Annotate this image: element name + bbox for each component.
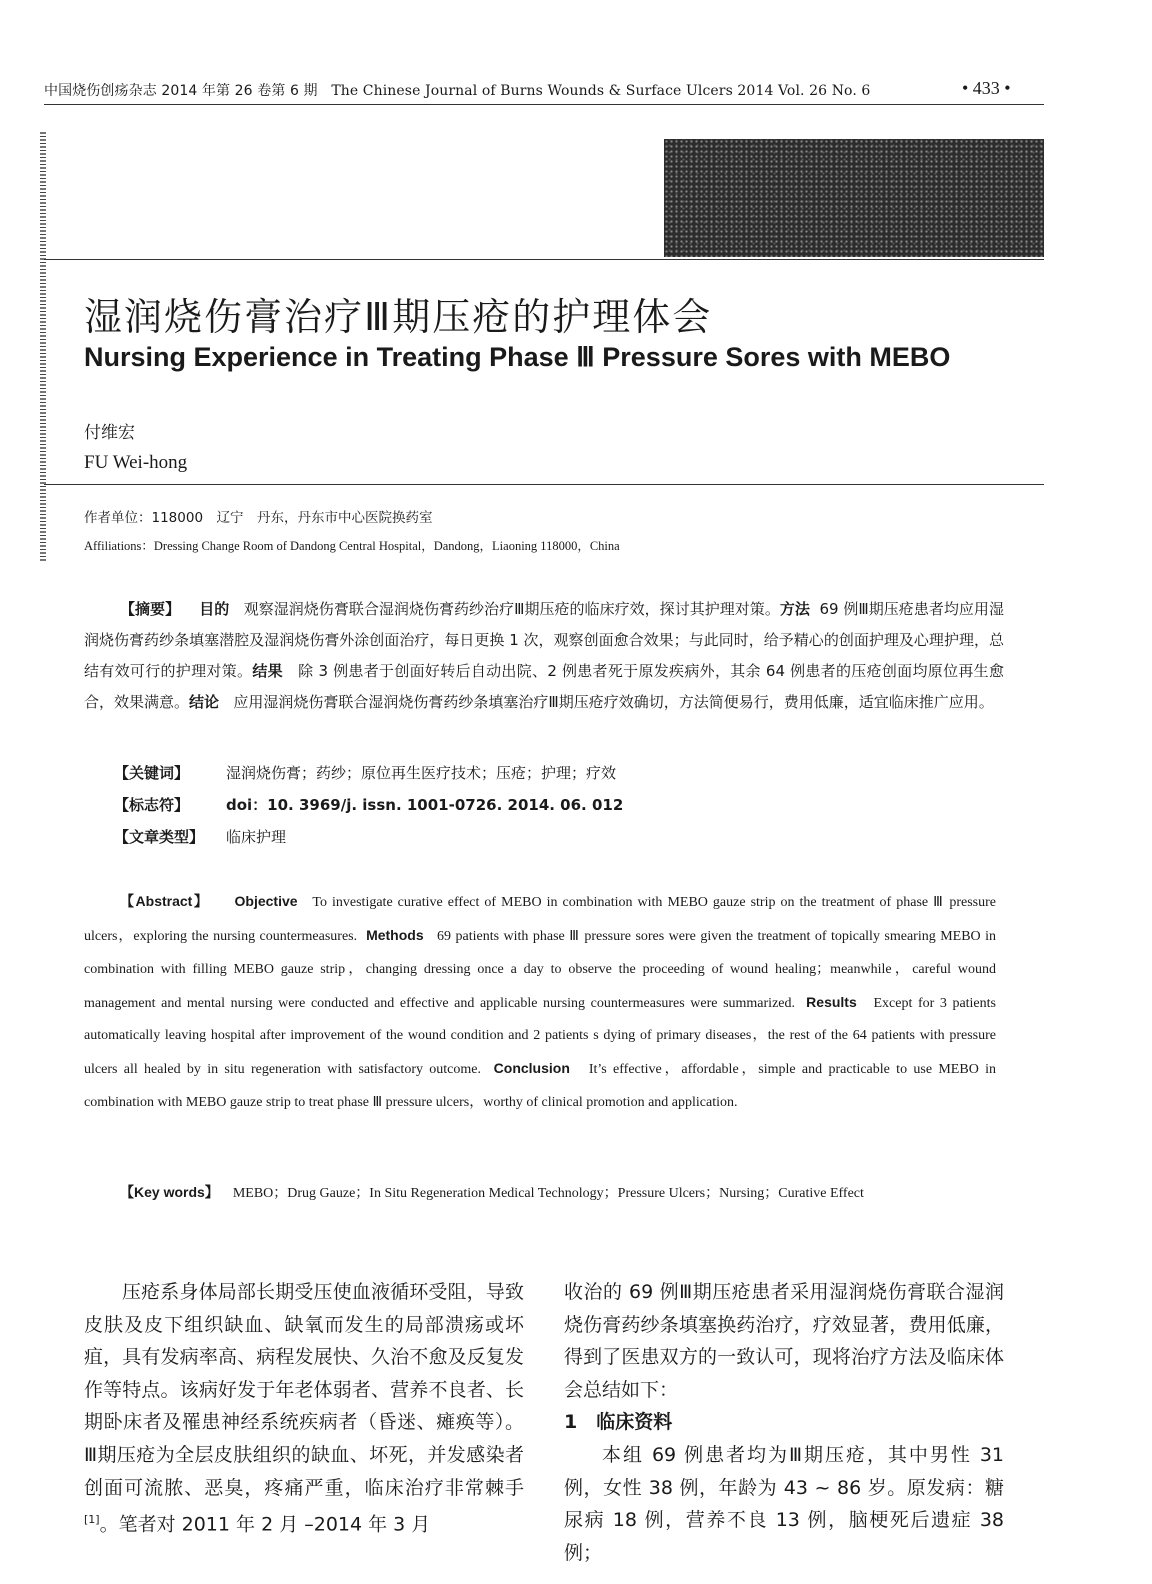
side-decoration-strip xyxy=(40,132,46,562)
author-rule xyxy=(44,484,1044,485)
abstract-en-objective: To investigate curative effect of MEBO in combination with MEBO gauze strip on the treatment of phase Ⅲ pressure ulcers，exploring the nursing countermeasures. xyxy=(84,895,997,945)
header-decoration-block xyxy=(664,139,1044,257)
body-left-tail: 。笔者对 2011 年 2 月 –2014 年 3 月 xyxy=(99,1513,431,1536)
title-rule xyxy=(44,259,1044,260)
abstract-en-conclusion-label: Conclusion xyxy=(493,1060,570,1077)
section-heading: 1 临床资料 xyxy=(564,1411,673,1434)
body-left-text: 压疮系身体局部长期受压使血液循环受阻，导致皮肤及皮下组织缺血、缺氧而发生的局部溃疡或坏疽，具有发病率高、病程发展快、久治不愈及反复发作等特点。该病好发于年老体弱者、营养不良者、长期卧床者及罹患神经系统疾病者（昏迷、瘫痪等）。Ⅲ期压疮为全层皮肤组织的缺血、坏死，并发感染者创面可流脓、恶臭，疼痛严重，临床治疗非常棘手 xyxy=(84,1281,524,1499)
keywords-en: MEBO；Drug Gauze；In Situ Regeneration Medical Technology；Pressure Ulcers；Nursing；Curative Effect xyxy=(232,1186,864,1201)
abstract-cn xyxy=(84,594,1004,718)
article-type-value: 临床护理 xyxy=(226,828,287,846)
citation-ref: [1] xyxy=(84,1513,100,1527)
doi-label: 【标志符】 xyxy=(114,796,190,814)
body-column-right xyxy=(564,1276,1004,1569)
body-column-left xyxy=(84,1276,524,1541)
abstract-en-methods-label: Methods xyxy=(366,927,424,944)
abstract-en-objective-label: Objective xyxy=(234,893,298,909)
abstract-cn-methods-label: 方法 xyxy=(779,600,810,618)
body-right-para2: 本组 69 例患者均为Ⅲ期压疮，其中男性 31 例，女性 38 例，年龄为 43 ~ 86 岁。原发病：糖尿病 18 例，营养不良 13 例，脑梗死后遗症 38 例； xyxy=(564,1443,1004,1564)
abstract-cn-results-label: 结果 xyxy=(252,662,283,680)
abstract-cn-results: 除 3 例患者于创面好转后自动出院、2 例患者死于原发疾病外，其余 64 例患者的压疮创面均原位再生愈合，效果满意。 xyxy=(84,662,1004,711)
abstract-en xyxy=(84,885,996,1119)
abstract-cn-label: 【摘要】 xyxy=(120,600,181,618)
affiliation-cn: 作者单位：118000 辽宁 丹东，丹东市中心医院换药室 xyxy=(84,510,433,526)
abstract-en-label: 【Abstract】 xyxy=(120,893,210,909)
keywords-cn: 湿润烧伤膏；药纱；原位再生医疗技术；压疮；护理；疗效 xyxy=(226,764,617,782)
author-en: FU Wei-hong xyxy=(84,452,188,473)
article-type-label: 【文章类型】 xyxy=(114,828,205,846)
article-type-row xyxy=(114,826,286,847)
abstract-en-results: Except for 3 patients automatically leaving hospital after improvement of the wound condition and 2 patients s dying of primary diseases，the rest of the 64 patients with pressure ulcers all healed by in situ regeneration with satisfactory outcome. xyxy=(84,995,996,1078)
page-number: • 433 • xyxy=(962,78,1011,98)
abstract-cn-conclusion: 应用湿润烧伤膏联合湿润烧伤膏药纱条填塞治疗Ⅲ期压疮疗效确切，方法简便易行，费用低廉，适宜临床推广应用。 xyxy=(233,693,994,711)
abstract-en-results-label: Results xyxy=(806,993,857,1010)
affiliation-en: Affiliations：Dressing Change Room of Dandong Central Hospital，Dandong，Liaoning 118000，China xyxy=(84,539,620,553)
author-cn: 付维宏 xyxy=(84,423,135,443)
abstract-cn-objective: 观察湿润烧伤膏联合湿润烧伤膏药纱治疗Ⅲ期压疮的临床疗效，探讨其护理对策。 xyxy=(243,600,780,618)
doi-value: doi：10. 3969/j. issn. 1001-0726. 2014. 06. 012 xyxy=(226,796,624,814)
journal-name-en: The Chinese Journal of Burns Wounds & Surface Ulcers 2014 Vol. 26 No. 6 xyxy=(331,83,871,99)
abstract-en-methods: 69 patients with phase Ⅲ pressure sores were given the treatment of topically smearing MEBO in combination with filling MEBO gauze strip，changing dressing once a day to observe the proceeding of wound healing；meanwhile，careful wound management and mental nursing were conducted and effective and applicable nursing countermeasures were summarized. xyxy=(84,929,997,1011)
doi-row xyxy=(114,794,623,815)
abstract-cn-objective-label: 目的 xyxy=(199,600,230,618)
article-title-en: Nursing Experience in Treating Phase Ⅲ Pressure Sores with MEBO xyxy=(84,342,951,372)
keywords-cn-row xyxy=(114,762,616,783)
keywords-en-row xyxy=(84,1176,996,1210)
abstract-cn-methods: 69 例Ⅲ期压疮患者均应用湿润烧伤膏药纱条填塞潜腔及湿润烧伤膏外涂创面治疗，每日更换 1 次，观察创面愈合效果；与此同时，给予精心的创面护理及心理护理，总结有效可行的护理对策。 xyxy=(84,600,1004,680)
article-title-cn: 湿润烧伤膏治疗Ⅲ期压疮的护理体会 xyxy=(84,295,713,339)
running-header xyxy=(44,80,870,100)
journal-name-cn: 中国烧伤创疡杂志 2014 年第 26 卷第 6 期 xyxy=(44,83,318,99)
abstract-en-conclusion: It’s effective，affordable，simple and practicable to use MEBO in combination with MEBO gauze strip to treat phase Ⅲ pressure ulcers，worthy of clinical promotion and application. xyxy=(84,1062,997,1110)
abstract-cn-conclusion-label: 结论 xyxy=(189,693,220,711)
header-rule xyxy=(44,104,1044,105)
keywords-cn-label: 【关键词】 xyxy=(114,764,190,782)
body-right-text: 收治的 69 例Ⅲ期压疮患者采用湿润烧伤膏联合湿润烧伤膏药纱条填塞换药治疗，疗效显著，费用低廉，得到了医患双方的一致认可，现将治疗方法及临床体会总结如下： xyxy=(564,1281,1004,1401)
keywords-en-label: 【Key words】 xyxy=(120,1184,219,1200)
